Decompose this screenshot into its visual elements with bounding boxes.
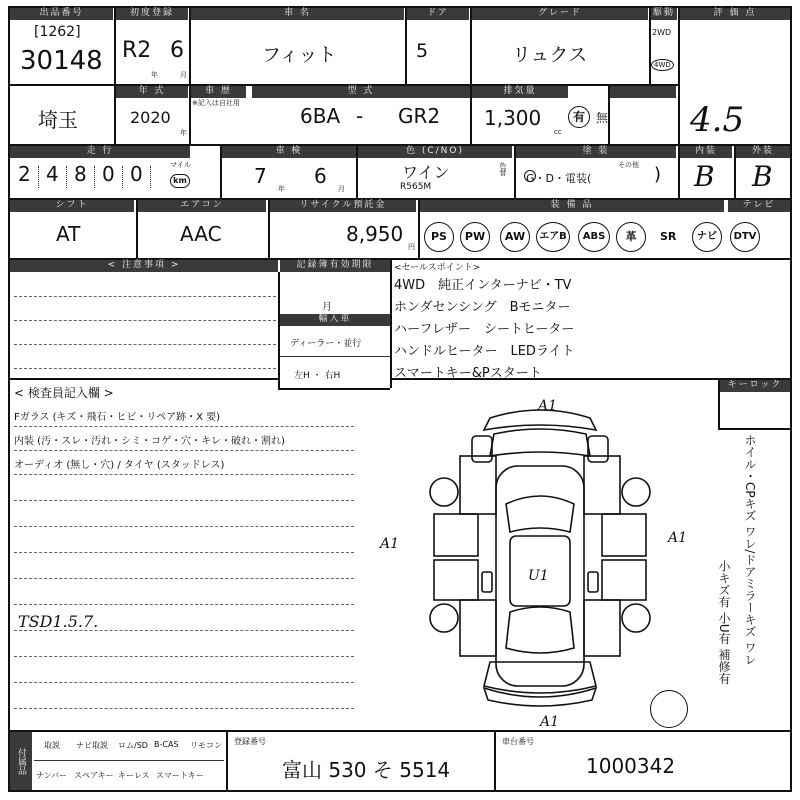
mileage-km-label: km [170, 174, 190, 188]
displacement-value: 1,300 [484, 106, 542, 130]
shaken-month-unit: 月 [338, 185, 345, 193]
grade: リュクス [512, 44, 588, 66]
accessory-item: ナビ取説 [76, 741, 108, 750]
year-header: 初度登録 [116, 8, 188, 20]
exterior-header: 外装 [736, 146, 790, 158]
equip-aw: AW [500, 222, 530, 252]
reg-era-year: R2 [122, 38, 152, 63]
recycle-unit: 円 [408, 243, 415, 251]
lot-prefix: [1262] [34, 24, 81, 40]
reg-month-unit: 月 [180, 71, 187, 79]
sales-point-1: 4WD 純正インターナビ・TV [394, 278, 572, 293]
displacement-header: 排気量 [472, 86, 568, 98]
mileage-digit: 4 [46, 162, 59, 186]
region-header: 車 歴 [191, 86, 246, 98]
accessory-item: 取説 [44, 741, 60, 750]
spare-tire-circle [650, 690, 688, 728]
import-header: 輸入車 [280, 314, 390, 326]
door-header: ドア [407, 8, 469, 20]
shift: AT [56, 222, 81, 246]
reg-month: 6 [170, 38, 184, 63]
mileage-mile-label: マイル [170, 161, 191, 169]
interior-header: 内装 [680, 146, 732, 158]
paint-header: 塗 装 [516, 146, 676, 158]
mileage-digit: 0 [130, 162, 143, 186]
model-prefix: 6BA [300, 104, 341, 128]
paint-options: G・D・電装( [526, 172, 592, 185]
recycle-value: 8,950 [346, 222, 404, 246]
paint-other-label: その他 [618, 161, 639, 169]
chassis-number: 1000342 [586, 754, 676, 778]
model-year-header: 年 式 [116, 86, 188, 98]
turbo-no: 無 [596, 111, 609, 125]
recycle-header: リサイクル預託金 [270, 200, 416, 212]
equip-sr: SR [660, 230, 677, 243]
ac-header: エアコン [138, 200, 266, 212]
sales-point-2: ホンダセンシング Bモニター [394, 300, 571, 315]
car-name: フィット [262, 44, 337, 66]
sales-point-3: ハーフレザー シートヒーター [394, 322, 575, 337]
car-diagram [420, 396, 660, 716]
import-handle: 左H ・ 右H [294, 371, 341, 381]
equip-abs: ABS [578, 222, 610, 252]
damage-mark: U1 [528, 568, 549, 584]
equip-navi: ナビ [692, 222, 722, 252]
accessory-item: キーレス [118, 771, 150, 780]
mileage-digit: 2 [18, 162, 31, 186]
equip-pw: PW [460, 222, 490, 252]
plate-number: 富山 530 そ 5514 [282, 758, 451, 782]
color-code: R565M [400, 182, 432, 192]
accessory-item: ロム/SD [118, 741, 148, 750]
model-code: GR2 [398, 104, 441, 128]
model-year: 2020 [130, 108, 171, 127]
drive-header: 駆動 [652, 8, 675, 18]
disp-extra-header [610, 86, 676, 98]
model-dash: - [356, 104, 364, 128]
lot-no-header: 出品番号 [10, 8, 113, 20]
interior-grade: B [694, 160, 715, 193]
mileage-digit: 8 [74, 162, 87, 186]
reg-year-unit: 年 [151, 71, 158, 79]
drive-2wd: 2WD [652, 28, 672, 37]
shaken-month: 6 [314, 164, 327, 188]
damage-mark: A1 [668, 530, 688, 546]
recorder-month: 月 [322, 302, 332, 313]
lot-number: 30148 [20, 46, 103, 76]
accessory-item: B-CAS [154, 740, 179, 749]
ac: AAC [180, 222, 222, 246]
exterior-grade: B [752, 160, 773, 193]
equip-dtv: DTV [730, 222, 760, 252]
shaken-header: 車 検 [222, 146, 356, 158]
color-change-label: 色替 [499, 162, 507, 176]
inspector-line-3: オーディオ (無し・穴) / タイヤ (スタッドレス) [14, 460, 225, 471]
doors: 5 [416, 40, 429, 62]
note-star: ※記入は自社用 [192, 99, 240, 107]
color-name: ワイン [402, 163, 450, 182]
paint-close: ) [654, 164, 662, 185]
score-header: 評 価 点 [680, 8, 790, 20]
grade-header: グレード [472, 8, 648, 20]
mileage-digit: 0 [102, 162, 115, 186]
color-header: 色 (C/NO) [358, 146, 512, 158]
mileage-header: 走 行 [10, 146, 190, 158]
damage-mark: A1 [380, 536, 400, 552]
shaken-year-unit: 年 [278, 185, 285, 193]
inspector-title: < 検査員記入欄 > [14, 386, 114, 400]
footer-section-label: 付属品 [10, 732, 32, 790]
plate-label: 登録番号 [234, 737, 266, 746]
damage-mark: A1 [540, 714, 560, 730]
model-year-unit: 年 [180, 129, 187, 137]
car-name-header: 車 名 [191, 8, 404, 20]
accessory-item: スペアキー [74, 771, 114, 780]
chassis-label: 車台番号 [502, 737, 534, 746]
shift-header: シフト [10, 200, 134, 212]
drive-4wd: 4WD [651, 59, 674, 71]
equip-ps: PS [424, 222, 454, 252]
turbo-yes: 有 [568, 106, 590, 128]
equip-airbag: エアB [536, 222, 570, 252]
side-notes-col1: ホイル・CPキズ ワレ/ドアミラーキズ ワレ [743, 434, 757, 666]
region: 埼玉 [38, 108, 78, 132]
import-dealer: ディーラー・並行 [290, 339, 362, 349]
accessory-item: リモコン [190, 741, 222, 750]
sales-point-4: ハンドルヒーター LEDライト [394, 344, 575, 359]
recorder-header: 記録簿有効期限 [280, 260, 390, 272]
score: 4.5 [690, 100, 745, 140]
tv-header: テレビ [728, 200, 790, 212]
model-header: 型 式 [252, 86, 470, 98]
equipment-header: 装 備 品 [420, 200, 724, 212]
damage-mark: A1 [538, 398, 558, 414]
key-lock-header: キーロック [720, 380, 790, 392]
accessory-item: スマートキー [156, 771, 204, 780]
side-notes-col2: 小キズ有 小U有 補修有 [717, 560, 731, 685]
displacement-unit: cc [554, 128, 562, 136]
notes-header: < 注意事項 > [10, 260, 278, 272]
sales-point-5: スマートキー&Pスタート [394, 366, 542, 381]
shaken-year: 7 [254, 164, 267, 188]
inspector-line-1: Fガラス (キズ・飛石・ヒビ・リペア跡・X 要) [14, 412, 221, 423]
accessory-item: ナンバー [36, 771, 68, 780]
equip-leather: 革 [616, 222, 646, 252]
accessory-grid [34, 732, 224, 790]
inspector-handwritten: TSD1.5.7. [18, 612, 99, 631]
inspector-line-2: 内装 (汚・スレ・汚れ・シミ・コゲ・穴・キレ・破れ・割れ) [14, 436, 285, 447]
sales-points-label: <セールスポイント> [394, 263, 481, 273]
